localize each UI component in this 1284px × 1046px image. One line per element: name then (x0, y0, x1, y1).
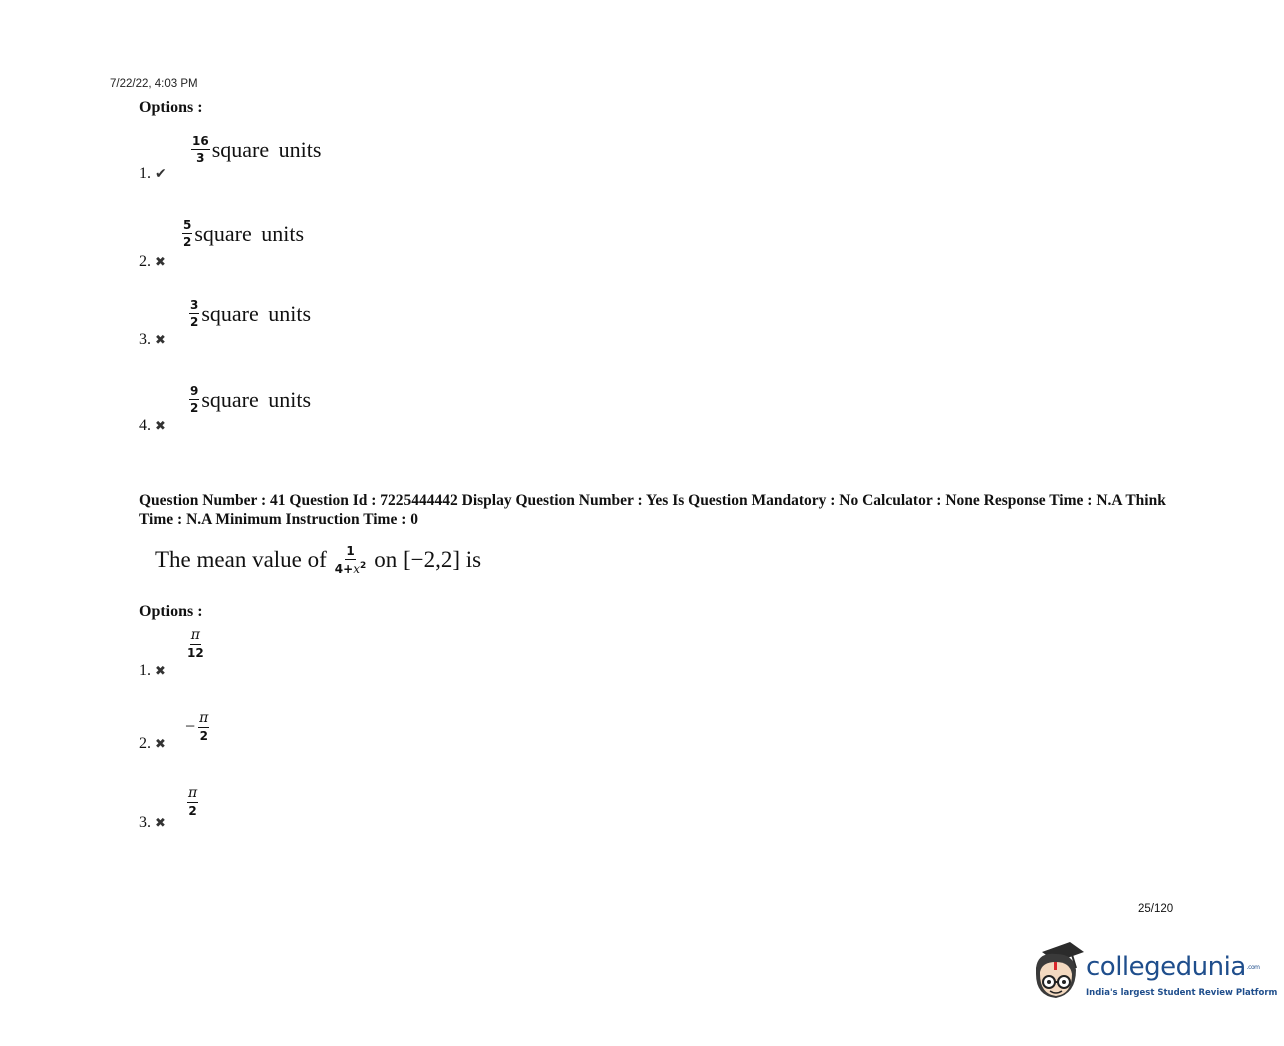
option-text: square units (201, 386, 312, 412)
brand-tagline: India's largest Student Review Platform (1086, 988, 1278, 998)
page-count: 25/120 (1138, 903, 1174, 915)
question-text (155, 545, 481, 575)
option-text: square units (201, 300, 312, 326)
option-fraction: $\frac{\pi}{12}$ (187, 627, 204, 660)
option-number: 2. (139, 253, 151, 270)
question-meta: Question Number : 41 Question Id : 7225444442 Display Question Number : Yes Is Question Mandatory : No Calculator : None Response Time : N.A Think Time : N.A Minimum Instruction Time : 0 (139, 492, 1166, 528)
cross-icon: ✖ (155, 419, 166, 434)
options-heading: Options : (139, 99, 203, 116)
option-number: 1. (139, 662, 151, 679)
option-number: 2. (139, 735, 151, 752)
print-timestamp: 7/22/22, 4:03 PM (110, 78, 198, 90)
brand-name: collegedunia.com (1086, 952, 1260, 982)
option-number: 1. (139, 165, 151, 182)
options-heading: Options : (139, 603, 203, 620)
cross-icon: ✖ (155, 816, 166, 831)
option-text: square units (194, 220, 305, 246)
option-fraction: $\frac{\pi}{2}$ (199, 710, 209, 743)
option-fraction: $\frac{3}{2}$ (190, 298, 199, 329)
option-fraction: $\frac{9}{2}$ (190, 384, 199, 415)
option-fraction: $\frac{\pi}{2}$ (188, 785, 198, 818)
question-fraction: $\frac{1}{4+x^2}$ (334, 544, 367, 576)
option-text: square units (211, 136, 322, 162)
cross-icon: ✖ (155, 664, 166, 679)
option-fraction: $\frac{16}{3}$ (192, 134, 209, 165)
cross-icon: ✖ (155, 333, 166, 348)
cross-icon: ✖ (155, 255, 166, 270)
question-text-before: The mean value of (155, 547, 327, 572)
option-number: 3. (139, 331, 151, 348)
cross-icon: ✖ (155, 737, 166, 752)
option-number: 4. (139, 417, 151, 434)
check-icon: ✔ (155, 166, 167, 182)
question-text-after: on [−2,2] is (374, 547, 482, 572)
option-number: 3. (139, 814, 151, 831)
option-fraction: $\frac{5}{2}$ (183, 218, 192, 249)
collegedunia-mascot-icon (1024, 938, 1088, 1010)
